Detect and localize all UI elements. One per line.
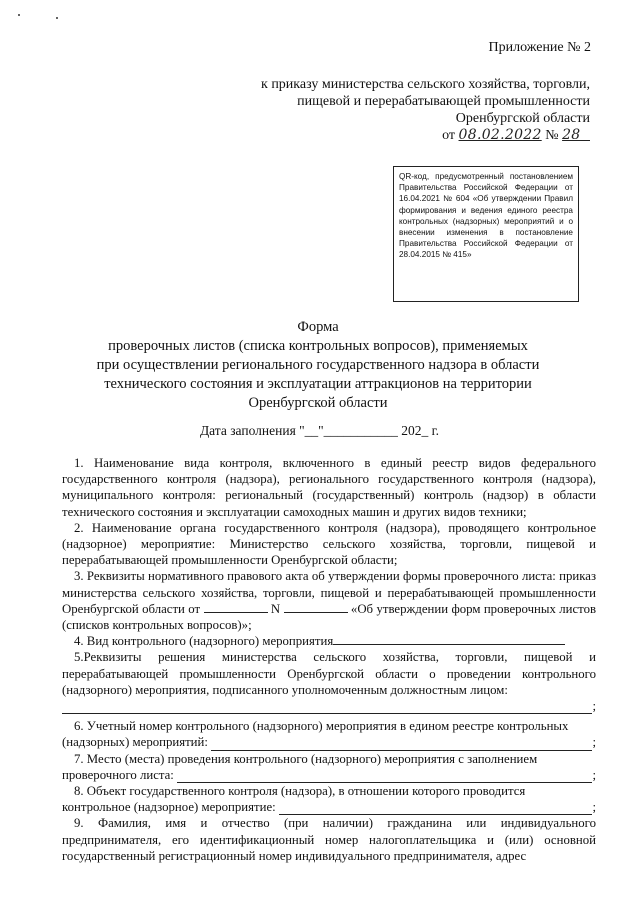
item-8: 8. Объект государственного контроля (надзора), в отношении которого проводится bbox=[74, 784, 526, 799]
item-9: 9. Фамилия, имя и отчество (при наличии) гражданина или индивидуального предпринимателя, его идентификационный номер налогоплательщика и (или) основной государственный регистрационный номер индивидуального предпринимателя, адрес bbox=[62, 816, 596, 863]
semicolon: ; bbox=[592, 735, 596, 750]
item-7: 7. Место (места) проведения контрольного (надзорного) мероприятия с заполнением bbox=[74, 751, 538, 766]
item-1: 1. Наименование вида контроля, включенного в единый реестр видов федерального государственного контроля (надзора), регионального государственного контроля (надзора), муниципального контроля: региональный (государственный) контроль (надзор) в области технического состояния и эксплуатации самоходных машин и других видов техники; bbox=[62, 456, 596, 519]
item-4 bbox=[62, 633, 596, 649]
item-3 bbox=[62, 568, 596, 633]
registry-number-blank bbox=[211, 737, 592, 751]
item-7-fill-row bbox=[62, 767, 596, 783]
inspection-type-blank bbox=[333, 633, 565, 645]
item-2: 2. Наименование органа государственного контроля (надзора), проводящего контрольное (надзорное) мероприятие: Министерство сельского хозяйства, торговли, пищевой и перерабатывающей промышленности Оренбургской области; bbox=[62, 520, 596, 568]
semicolon: ; bbox=[592, 699, 596, 714]
title-line: Оренбургской области bbox=[248, 395, 388, 411]
title-line: технического состояния и эксплуатации аттракционов на территории bbox=[104, 376, 532, 392]
order-line: Оренбургской области bbox=[455, 111, 590, 126]
item-6-fill-row bbox=[62, 734, 596, 750]
item-6: 6. Учетный номер контрольного (надзорного) мероприятия в едином реестре контрольных bbox=[74, 719, 569, 734]
date-prefix: от bbox=[442, 128, 456, 143]
order-date-blank bbox=[204, 601, 268, 613]
item-5: 5.Реквизиты решения министерства сельского хозяйства, торговли, пищевой и перерабатывающей промышленности Оренбургской области о проведении контрольного (надзорного) мероприятия, подписанного уполномоченным должностным лицом: bbox=[62, 650, 596, 697]
item-5-fill-row bbox=[62, 698, 596, 714]
object-blank bbox=[279, 801, 593, 815]
order-line: пищевой и перерабатывающей промышленности bbox=[297, 94, 590, 109]
semicolon: ; bbox=[592, 767, 596, 782]
item-7-label: проверочного листа: bbox=[62, 767, 174, 782]
item-3-text: 3. Реквизиты нормативного правового акта об утверждении формы проверочного листа: приказ министерства сельского хозяйства, торговли, пищевой и перерабатывающей промышленности Оренбургской области от bbox=[62, 569, 596, 616]
order-date-handwritten: 08.02.2022 bbox=[458, 127, 542, 143]
scan-speck bbox=[56, 17, 58, 19]
form-title bbox=[64, 318, 572, 413]
order-number-handwritten: 28 bbox=[562, 127, 581, 143]
title-line: проверочных листов (списка контрольных вопросов), применяемых bbox=[108, 338, 528, 354]
semicolon: ; bbox=[592, 800, 596, 815]
appendix-label: Приложение № 2 bbox=[488, 40, 591, 55]
item-8-label: контрольное (надзорное) мероприятие: bbox=[62, 800, 276, 815]
scan-speck bbox=[18, 14, 20, 16]
fill-date-line: Дата заполнения "__"___________ 202_ г. bbox=[199, 423, 440, 438]
number-prefix: № bbox=[545, 128, 559, 143]
item-3-n: N bbox=[270, 601, 281, 616]
order-date-line bbox=[442, 127, 590, 144]
item-8-fill-row bbox=[62, 799, 596, 815]
decision-blank bbox=[62, 700, 592, 714]
qr-code-placeholder-box: QR-код, предусмотренный постановлением Правительства Российской Федерации от 16.04.2021 № 604 «Об утверждении Правил формирования и ведения единого реестра контрольных (надзорных) мероприятий и о внесении изменения в постановление Правительства Российской Федерации от 28.04.2015 № 415» bbox=[393, 166, 579, 302]
order-number-blank bbox=[284, 601, 348, 613]
item-6-label: (надзорных) мероприятий: bbox=[62, 735, 208, 750]
order-reference bbox=[170, 76, 590, 127]
order-line: к приказу министерства сельского хозяйства, торговли, bbox=[261, 77, 590, 92]
place-blank bbox=[177, 769, 593, 783]
item-4-text: 4. Вид контрольного (надзорного) мероприятия bbox=[74, 634, 334, 649]
form-body bbox=[62, 455, 596, 864]
title-line: при осуществлении регионального государственного надзора в области bbox=[96, 357, 540, 373]
item-3-title: «Об утверждении форм проверочных листов (списков контрольных вопросов)»; bbox=[62, 601, 597, 633]
form-heading: Форма bbox=[297, 319, 339, 335]
